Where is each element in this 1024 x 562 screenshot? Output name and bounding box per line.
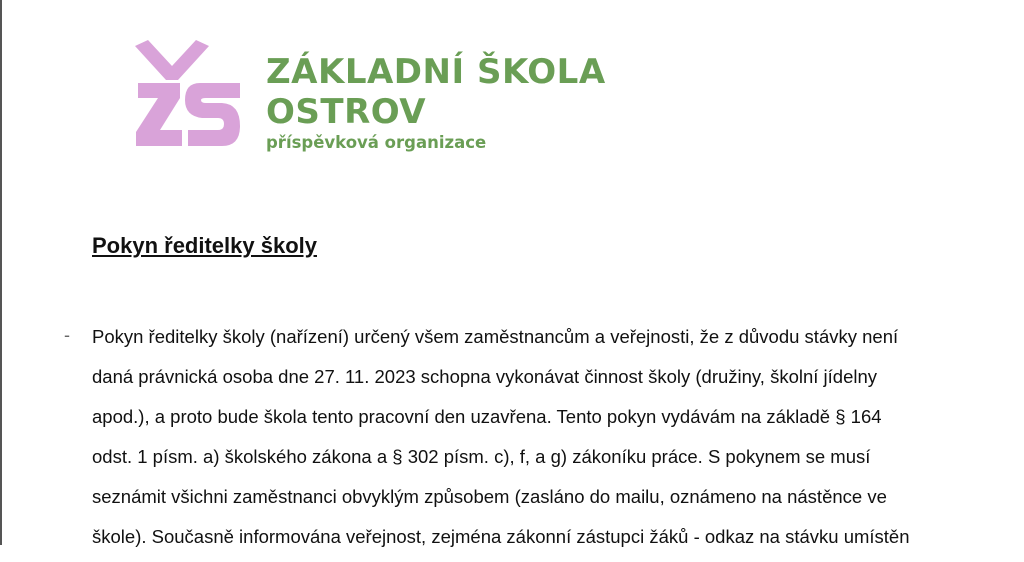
bullet-dash: -	[64, 325, 70, 345]
paragraph-line: daná právnická osoba dne 27. 11. 2023 schopna vykonávat činnost školy (družiny, školní jídelny	[92, 366, 878, 387]
school-logo-icon	[130, 38, 245, 153]
paragraph-line: apod.), a proto bude škola tento pracovní den uzavřena. Tento pokyn vydávám na základě § 164	[92, 406, 882, 427]
paragraph-line: seznámit všichni zaměstnanci obvyklým způsobem (zasláno do mailu, oznámeno na nástěnce ve	[92, 486, 887, 507]
paragraph	[92, 322, 1012, 562]
scan-edge	[0, 0, 2, 545]
document-heading: Pokyn ředitelky školy	[92, 233, 317, 258]
paragraph-line: odst. 1 písm. a) školského zákona a § 302 písm. c), f, a g) zákoníku práce. S pokynem se musí	[92, 446, 871, 467]
school-name-line2: OSTROV	[266, 92, 427, 132]
school-name-line1: ZÁKLADNÍ ŠKOLA	[266, 52, 606, 92]
paragraph-line: škole). Současně informována veřejnost, zejména zákonní zástupci žáků - odkaz na stávku umístěn	[92, 526, 910, 547]
paragraph-line: Pokyn ředitelky školy (nařízení) určený všem zaměstnancům a veřejnosti, že z důvodu stávky není	[92, 326, 899, 347]
school-type: příspěvková organizace	[266, 133, 487, 152]
